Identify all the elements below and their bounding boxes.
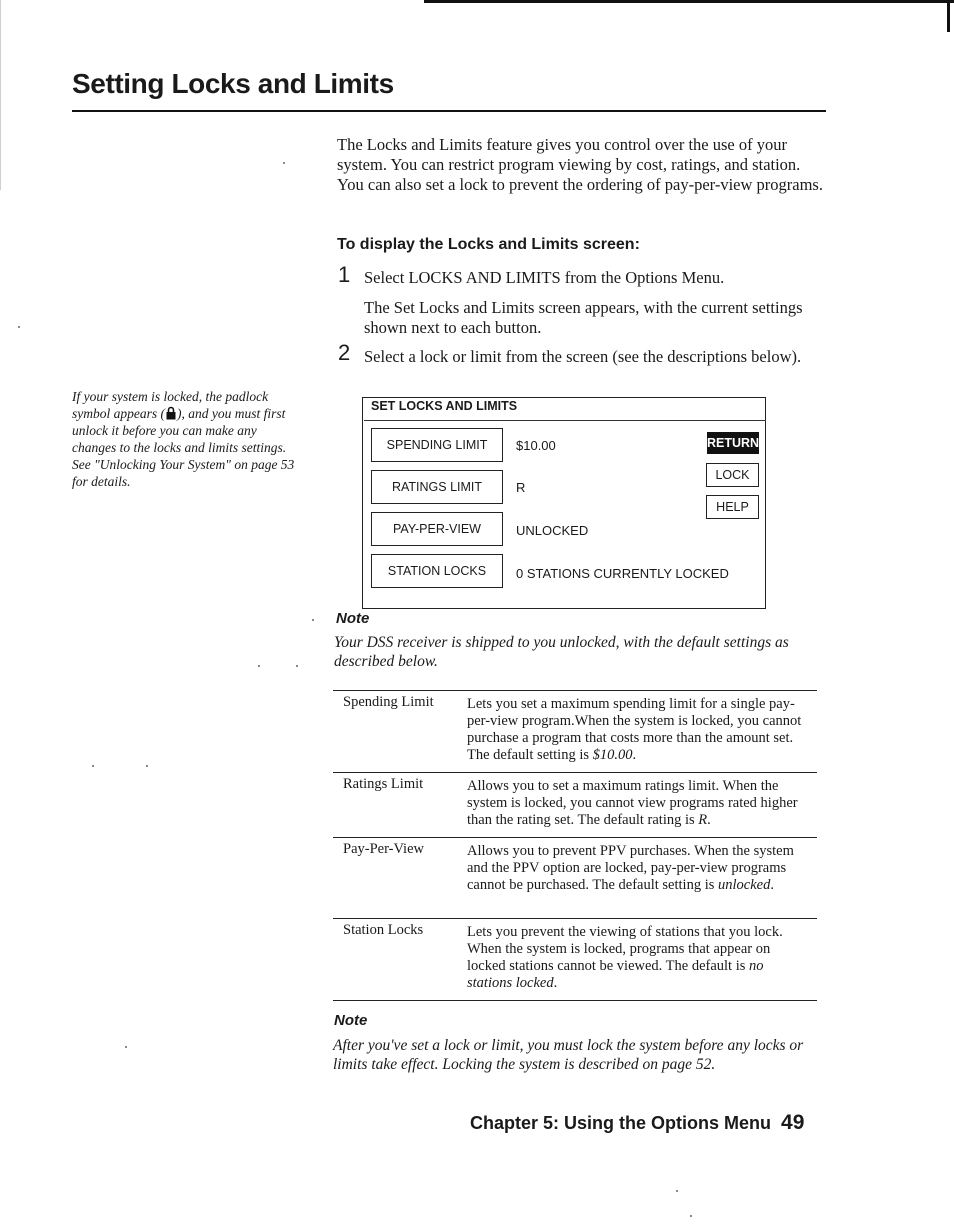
note-heading: Note (336, 610, 370, 627)
scan-speck (18, 326, 20, 328)
table-desc-tail: . (770, 877, 774, 893)
step-1-result: The Set Locks and Limits screen appears, with the current settings shown next to each button. (364, 298, 803, 337)
return-button[interactable]: RETURN (707, 432, 759, 454)
chapter-footer (470, 1111, 804, 1135)
table-rule (333, 837, 817, 838)
step-2-number: 2 (338, 340, 351, 365)
intro-paragraph: The Locks and Limits feature gives you control over the use of your system. You can restrict program viewing by cost, ratings, and station. You can also set a lock to prevent the ordering of pay-per-view programs. (337, 135, 823, 194)
title-underline (72, 110, 826, 112)
station-locks-button[interactable]: STATION LOCKS (371, 554, 503, 588)
note-heading: Note (334, 1012, 368, 1029)
table-rule-top (333, 690, 817, 691)
table-desc-tail: . (707, 812, 711, 828)
table-desc-text: Lets you set a maximum spending limit for a single pay-per-view program.When the system is locked, you cannot purchase a program that costs more than the amount set. The default setting is (467, 696, 802, 763)
page-number: 49 (781, 1111, 805, 1134)
table-default-value: unlocked (718, 877, 771, 893)
scan-speck (312, 619, 314, 621)
table-desc-tail: . (632, 747, 637, 763)
procedure-heading: To display the Locks and Limits screen: (337, 236, 640, 253)
station-locks-value: 0 STATIONS CURRENTLY LOCKED (516, 566, 729, 581)
pay-per-view-button[interactable]: PAY-PER-VIEW (371, 512, 503, 546)
step-1-number: 1 (338, 262, 351, 287)
spending-limit-value: $10.00 (516, 438, 556, 453)
scan-speck (283, 162, 285, 164)
page-title: Setting Locks and Limits (72, 68, 394, 99)
scan-speck (690, 1215, 692, 1217)
table-rule (333, 772, 817, 773)
screen-title-rule (364, 420, 766, 421)
table-term-pay-per-view: Pay-Per-View (343, 841, 424, 857)
table-desc-tail: . (553, 975, 558, 991)
table-default-value: R (698, 812, 708, 828)
note-text: After you've set a lock or limit, you must lock the system before any locks or limits take effect. Locking the system is described on page 52. (333, 1037, 804, 1073)
padlock-icon (166, 406, 176, 420)
scan-speck (676, 1190, 678, 1192)
table-rule (333, 918, 817, 919)
scan-speck (296, 665, 298, 667)
scan-speck (92, 765, 94, 767)
scan-speck (258, 665, 260, 667)
step-1-text: Select LOCKS AND LIMITS from the Options Menu. (364, 268, 725, 287)
table-desc-station-locks (467, 924, 812, 992)
table-desc-text: Allows you to set a maximum ratings limit. When the system is locked, you cannot view programs rated higher than the rating set. The default rating is (467, 778, 798, 828)
top-corner-mark (947, 0, 950, 32)
table-desc-text: Lets you prevent the viewing of stations that you lock. When the system is locked, programs that appear on locked stations cannot be viewed. The default is (467, 924, 783, 974)
chapter-title: Chapter 5: Using the Options Menu (470, 1113, 772, 1133)
page-edge-shadow (0, 0, 1, 190)
pay-per-view-value: UNLOCKED (516, 523, 589, 538)
table-desc-spending-limit (467, 696, 812, 764)
table-term-ratings-limit: Ratings Limit (343, 776, 424, 792)
lock-button[interactable]: LOCK (706, 463, 759, 487)
step-2-text: Select a lock or limit from the screen (see the descriptions below). (364, 347, 802, 366)
help-button[interactable]: HELP (706, 495, 759, 519)
spending-limit-button[interactable]: SPENDING LIMIT (371, 428, 503, 462)
screen-title: SET LOCKS AND LIMITS (371, 399, 518, 413)
note-text: Your DSS receiver is shipped to you unlocked, with the default settings as described below. (334, 634, 789, 670)
top-border-rule (424, 0, 954, 3)
table-term-spending-limit: Spending Limit (343, 694, 434, 710)
sidebar-note (72, 388, 297, 490)
ratings-limit-value: R (516, 480, 526, 495)
scan-speck (125, 1046, 127, 1048)
table-desc-ratings-limit (467, 778, 812, 829)
sidebar-note-text-b: ), and you must first unlock it before you can make any changes to the locks and limits settings. See "Unlocking Your System" on page 53 for details. (72, 406, 295, 489)
table-desc-text: Allows you to prevent PPV purchases. When the system and the PPV option are locked, pay-per-view programs cannot be purchased. The default setting is (467, 843, 794, 893)
table-term-station-locks: Station Locks (343, 922, 424, 938)
table-default-value: $10.00 (592, 747, 633, 763)
table-default-value: no stations locked (467, 958, 764, 991)
ratings-limit-button[interactable]: RATINGS LIMIT (371, 470, 503, 504)
table-desc-pay-per-view (467, 843, 812, 894)
scan-speck (146, 765, 148, 767)
table-rule-bottom (333, 1000, 817, 1001)
sidebar-note-text-a: If your system is locked, the padlock symbol appears ( (72, 389, 269, 421)
